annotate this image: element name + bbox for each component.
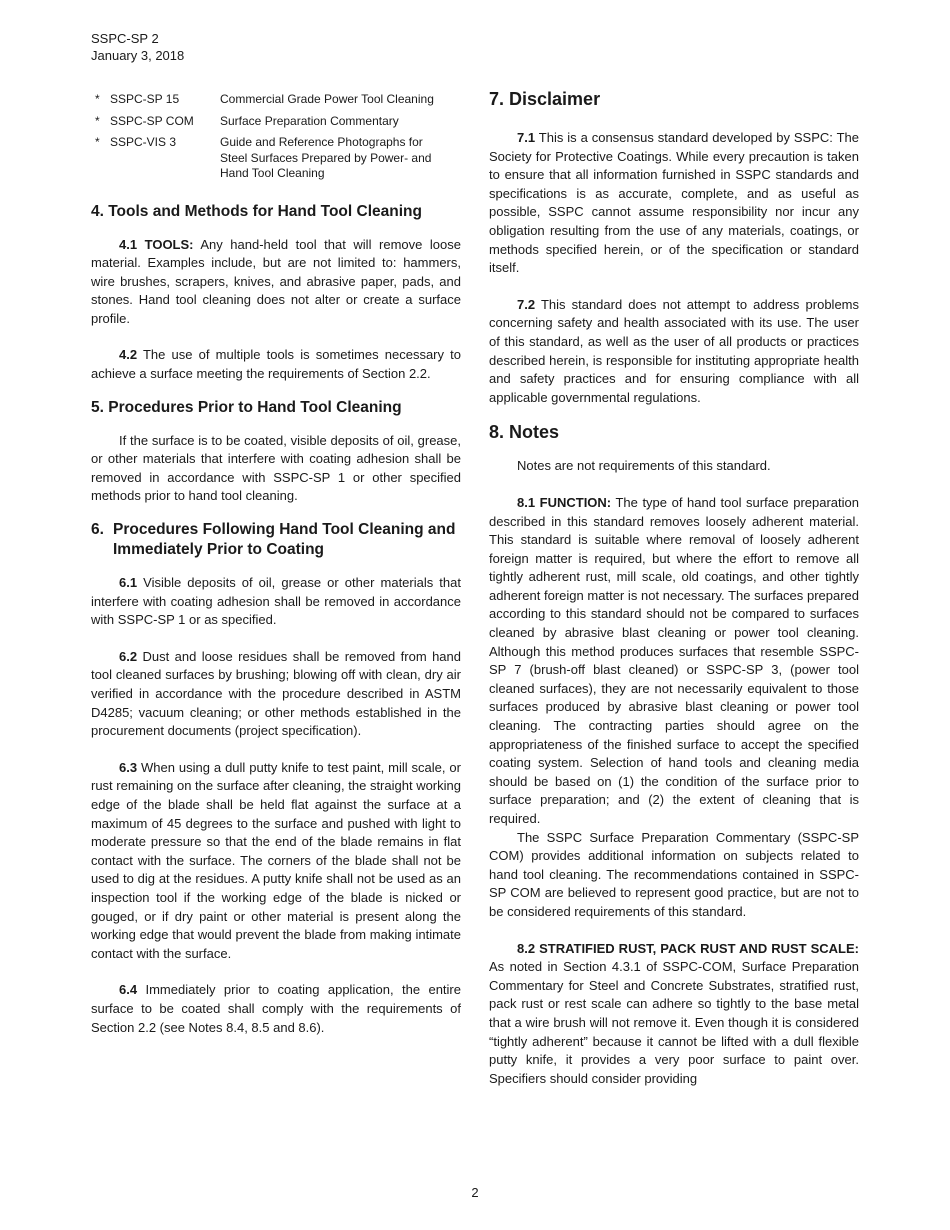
paragraph-8-1-continued: The SSPC Surface Preparation Commentary (SSPC-SP COM) provides additional information on subjects related to hand tool cleaning. The recommendations contained in SSPC-SP COM are believed to represent good practice, but are not to be considered requirements of this standard. bbox=[489, 829, 859, 919]
page-number: 2 bbox=[471, 1185, 479, 1200]
reference-item bbox=[91, 92, 461, 108]
paragraph-6-1 bbox=[91, 574, 461, 630]
paragraph-8-intro: Notes are not requirements of this standard. bbox=[517, 458, 771, 474]
paragraph-label: 8.2 STRATIFIED RUST, PACK RUST AND RUST SCALE: bbox=[517, 940, 859, 956]
paragraph-label: 6.4 bbox=[119, 982, 138, 998]
paragraph-label: 8.1 FUNCTION: bbox=[517, 494, 612, 510]
paragraph-5: If the surface is to be coated, visible deposits of oil, grease, or other materials that interfere with coating adhesion shall be removed in accordance with SSPC-SP 1 or other specified methods prior to hand tool cleaning. bbox=[91, 432, 461, 504]
paragraph-6-4 bbox=[91, 981, 461, 1037]
paragraph-text: Any hand-held tool that will remove loose material. Examples include, but are not limited to: hammers, wire brushes, scrapers, knives, and abrasive paper, pads, and stones. Hand tool cleaning does not alter or create a surface profile. bbox=[91, 236, 461, 326]
left-column bbox=[91, 88, 461, 1037]
section-6-heading bbox=[91, 520, 461, 560]
paragraph-text: As noted in Section 4.3.1 of SSPC-COM, Surface Preparation Commentary for Steel and Concrete Substrates, stratified rust, pack rust or rest scale can adhere so tightly to the base metal that a wire brush will not remove it. Even though it is considered “tightly adherent” because it cannot be lifted with a dull flexible putty knife, it provides a very poor surface to paint over. Specifiers should consider providing bbox=[489, 959, 859, 1086]
paragraph-text: Dust and loose residues shall be removed from hand tool cleaned surfaces by brushing; blowing off with clean, dry air verified in accordance with the procedure described in ASTM D4285; vacuum cleaning; or other methods established in the procurement documents (project specification). bbox=[91, 648, 461, 739]
document-id: SSPC-SP 2 bbox=[91, 31, 159, 46]
reference-title: Surface Preparation Commentary bbox=[220, 113, 399, 128]
paragraph-4-2 bbox=[91, 346, 461, 383]
reference-bullet: * bbox=[95, 135, 100, 149]
section-5-heading: 5. Procedures Prior to Hand Tool Cleaning bbox=[91, 398, 402, 416]
paragraph-7-1 bbox=[489, 129, 859, 278]
paragraph-6-2 bbox=[91, 648, 461, 741]
reference-title: Commercial Grade Power Tool Cleaning bbox=[220, 92, 434, 106]
document-date: January 3, 2018 bbox=[91, 48, 185, 63]
paragraph-7-2 bbox=[489, 296, 859, 408]
reference-title: Guide and Reference Photographs for Steel Surfaces Prepared by Power- and Hand Tool Cleaning bbox=[220, 135, 432, 180]
paragraph-text: Visible deposits of oil, grease or other materials that interfere with coating adhesion shall be removed in accordance with SSPC-SP 1 or as specified. bbox=[91, 575, 461, 628]
paragraph-text: This is a consensus standard developed by SSPC: The Society for Protective Coatings. While every precaution is taken to ensure that all information furnished in SSPC standards and specifications is as accurate, complete, and as useful as possible, SSPC cannot assume responsibility nor incur any obligation resulting from the use of any materials, coatings, or methods specified herein, or of the specification or standard itself. bbox=[489, 130, 859, 276]
page-header bbox=[91, 30, 184, 64]
section-title: Procedures Following Hand Tool Cleaning and Immediately Prior to Coating bbox=[113, 521, 456, 559]
paragraph-label: 6.2 bbox=[119, 648, 138, 664]
reference-code: SSPC-SP COM bbox=[110, 113, 194, 128]
paragraph-label: 6.1 bbox=[119, 575, 138, 591]
reference-code: SSPC-SP 15 bbox=[110, 92, 180, 106]
paragraph-8-2 bbox=[489, 940, 859, 1089]
paragraph-4-1 bbox=[91, 236, 461, 329]
reference-list bbox=[91, 92, 461, 182]
reference-item bbox=[91, 135, 461, 182]
reference-code: SSPC-VIS 3 bbox=[110, 135, 177, 149]
paragraph-6-3 bbox=[91, 759, 461, 964]
section-4-heading: 4. Tools and Methods for Hand Tool Cleaning bbox=[91, 202, 422, 220]
reference-item bbox=[91, 114, 461, 130]
section-8-heading: 8. Notes bbox=[489, 422, 560, 443]
right-column bbox=[489, 88, 859, 1088]
paragraph-label: 4.1 TOOLS: bbox=[119, 236, 194, 252]
paragraph-label: 4.2 bbox=[119, 347, 138, 363]
section-number: 6. bbox=[91, 521, 104, 539]
paragraph-text: When using a dull putty knife to test paint, mill scale, or rust remaining on the surface after cleaning, the straight working edge of the blade shall be held flat against the surface at a maximum of 45 degrees to the surface and pushed with light to moderate pressure so that the end of the blade remains in flat contact with the surface. The corners of the blade shall not be used to dig at the residues. A putty knife shall not be used as an inspection tool if the working edge of the blade is nicked or gouged, or if dry paint or other material is present along the working edge that would prevent the blade from making intimate contact with the surface. bbox=[91, 759, 461, 961]
paragraph-8-1 bbox=[489, 494, 859, 829]
paragraph-text: The type of hand tool surface preparation described in this standard removes loosely adherent material. This standard is suitable where removal of loosely adherent foreign matter is required, but where the effort to remove all tightly adherent rust, mill scale, old coatings, and other tightly adherent foreign matter is not necessary. The surfaces prepared according to this standard should not be compared to surfaces cleaned by abrasive blast cleaning or power tool cleaning. Although this method produces surfaces that resemble SSPC-SP 7 (brush-off blast cleaned) or SSPC-SP 3, (power tool cleaned surfaces), they are not necessarily equivalent to those surfaces produced by abrasive blast cleaning or power tool cleaning. The contracting parties should agree on the appropriateness of the finished surface to accept the specified coating system. Selection of hand tools and cleaning media should be based on (1) the condition of the surface prior to surface preparation; and (2) the extent of cleaning that is required. bbox=[489, 494, 859, 826]
paragraph-text: This standard does not attempt to address problems concerning safety and health associated with its use. The user of this standard, as well as the user of all products or practices described herein, is responsible for instituting appropriate health and safety practices and for ensuring compliance with all applicable governmental regulations. bbox=[489, 296, 859, 405]
paragraph-label: 6.3 bbox=[119, 759, 138, 775]
paragraph-label: 7.2 bbox=[517, 296, 536, 312]
paragraph-label: 7.1 bbox=[517, 130, 536, 145]
section-7-heading: 7. Disclaimer bbox=[489, 89, 601, 109]
paragraph-text: The use of multiple tools is sometimes necessary to achieve a surface meeting the requirements of Section 2.2. bbox=[91, 347, 461, 382]
reference-bullet: * bbox=[95, 92, 100, 106]
paragraph-text: Immediately prior to coating application, the entire surface to be coated shall comply with the requirements of Section 2.2 (see Notes 8.4, 8.5 and 8.6). bbox=[91, 982, 461, 1035]
reference-bullet: * bbox=[95, 113, 100, 128]
